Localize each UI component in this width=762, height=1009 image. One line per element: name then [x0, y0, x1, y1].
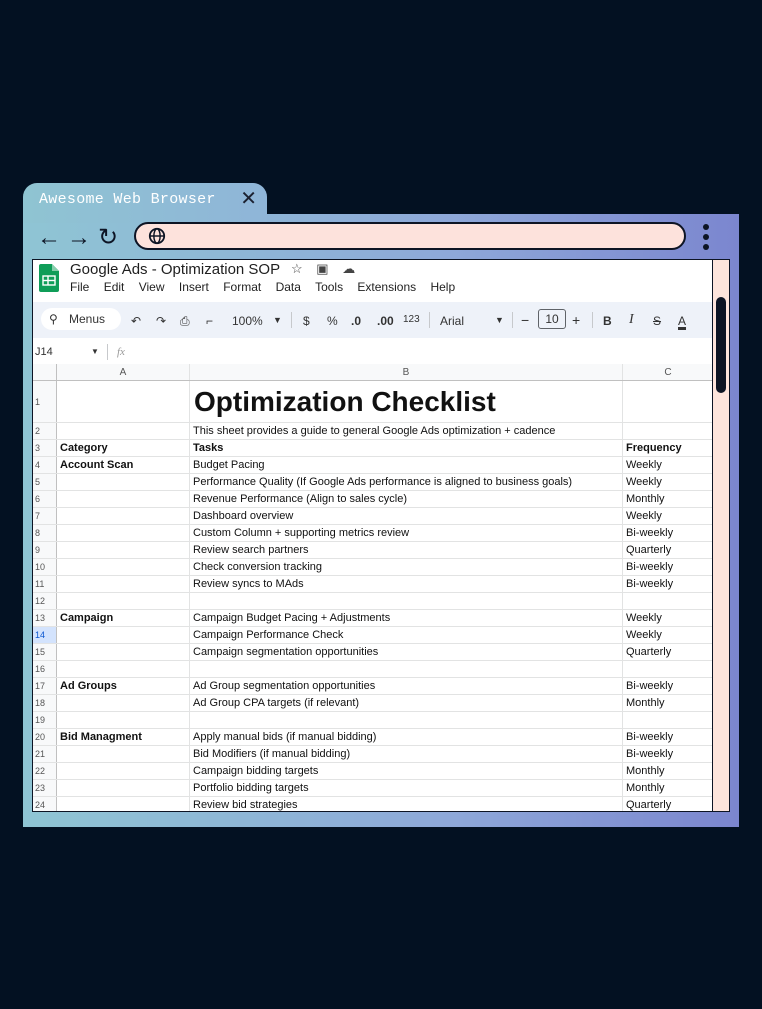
task-cell[interactable] — [190, 712, 623, 728]
category-cell[interactable] — [57, 627, 190, 643]
category-cell[interactable]: Campaign — [57, 610, 190, 626]
print-icon[interactable]: ⎙ — [180, 314, 190, 328]
row-number[interactable]: 20 — [33, 729, 57, 745]
row-number[interactable]: 18 — [33, 695, 57, 711]
percent-format-button[interactable]: % — [327, 314, 338, 328]
font-select[interactable]: Arial — [440, 314, 465, 328]
task-cell[interactable]: Apply manual bids (if manual bidding) — [190, 729, 623, 745]
scrollbar-thumb[interactable] — [716, 297, 726, 393]
task-cell[interactable]: Revenue Performance (Align to sales cycle) — [190, 491, 623, 507]
row-number[interactable]: 8 — [33, 525, 57, 541]
category-cell[interactable]: Bid Managment — [57, 729, 190, 745]
table-row — [33, 381, 713, 423]
table-row — [33, 559, 713, 576]
cell[interactable] — [623, 423, 713, 439]
column-header-a[interactable]: A — [57, 364, 190, 380]
document-title[interactable]: Google Ads - Optimization SOP — [70, 261, 281, 278]
fx-icon: fx — [117, 346, 125, 358]
search-icon: ⚲ — [49, 312, 58, 326]
menu-file[interactable]: File — [70, 280, 90, 294]
table-row — [33, 678, 713, 695]
table-row — [33, 542, 713, 559]
frequency-cell[interactable]: Monthly — [623, 780, 713, 796]
tab-title: Awesome Web Browser — [39, 191, 216, 208]
task-cell[interactable]: Check conversion tracking — [190, 559, 623, 575]
table-row — [33, 644, 713, 661]
row-number[interactable]: 15 — [33, 644, 57, 660]
decrease-decimal-button[interactable]: .0 — [351, 314, 362, 328]
menu-data[interactable]: Data — [275, 280, 301, 294]
frequency-cell[interactable]: Monthly — [623, 763, 713, 779]
frequency-cell[interactable]: Bi-weekly — [623, 729, 713, 745]
menus-label: Menus — [69, 312, 106, 326]
frequency-header-cell[interactable]: Frequency — [623, 440, 713, 456]
table-row — [33, 440, 713, 457]
task-cell[interactable]: Bid Modifiers (if manual bidding) — [190, 746, 623, 762]
undo-icon[interactable]: ↶ — [131, 314, 142, 328]
table-row — [33, 661, 713, 678]
frequency-cell[interactable]: Quarterly — [623, 644, 713, 660]
category-header-cell[interactable]: Category — [57, 440, 190, 456]
task-cell[interactable]: Performance Quality (If Google Ads performance is aligned to business goals) — [190, 474, 623, 490]
toolbar — [33, 302, 713, 338]
table-row — [33, 457, 713, 474]
category-cell[interactable]: Account Scan — [57, 457, 190, 473]
subtitle-cell[interactable]: This sheet provides a guide to general Google Ads optimization + cadence — [190, 423, 623, 439]
frequency-cell[interactable]: Monthly — [623, 695, 713, 711]
move-folder-icon[interactable]: ▣ — [316, 261, 329, 276]
row-number[interactable]: 2 — [33, 423, 57, 439]
task-cell[interactable]: Review bid strategies — [190, 797, 623, 812]
task-cell[interactable]: Ad Group segmentation opportunities — [190, 678, 623, 694]
frequency-cell[interactable]: Monthly — [623, 491, 713, 507]
zoom-dropdown-icon[interactable]: ▼ — [273, 315, 282, 325]
table-row — [33, 508, 713, 525]
row-number[interactable]: 4 — [33, 457, 57, 473]
row-number[interactable]: 3 — [33, 440, 57, 456]
menu-insert[interactable]: Insert — [178, 280, 209, 294]
frequency-cell[interactable] — [623, 593, 713, 609]
row-number[interactable]: 23 — [33, 780, 57, 796]
frequency-cell[interactable]: Weekly — [623, 627, 713, 643]
task-cell[interactable]: Ad Group CPA targets (if relevant) — [190, 695, 623, 711]
category-cell[interactable] — [57, 542, 190, 558]
row-number[interactable]: 24 — [33, 797, 57, 812]
category-cell[interactable] — [57, 525, 190, 541]
category-cell[interactable] — [57, 712, 190, 728]
category-cell[interactable] — [57, 746, 190, 762]
table-row — [33, 593, 713, 610]
browser-tab[interactable] — [23, 183, 267, 223]
row-number[interactable]: 14 — [33, 627, 57, 643]
category-cell[interactable] — [57, 576, 190, 592]
row-number[interactable]: 10 — [33, 559, 57, 575]
paint-format-icon[interactable]: ⌐ — [206, 314, 214, 328]
table-row — [33, 525, 713, 542]
frequency-cell[interactable]: Quarterly — [623, 542, 713, 558]
category-cell[interactable]: Ad Groups — [57, 678, 190, 694]
table-row — [33, 610, 713, 627]
menu-view[interactable]: View — [138, 280, 165, 294]
table-row — [33, 780, 713, 797]
task-cell[interactable]: Campaign bidding targets — [190, 763, 623, 779]
table-row — [33, 763, 713, 780]
frequency-cell[interactable] — [623, 712, 713, 728]
menu-tools[interactable]: Tools — [315, 280, 344, 294]
row-number[interactable]: 22 — [33, 763, 57, 779]
row-number[interactable]: 9 — [33, 542, 57, 558]
row-number[interactable]: 13 — [33, 610, 57, 626]
table-row — [33, 576, 713, 593]
task-cell[interactable]: Budget Pacing — [190, 457, 623, 473]
column-header-b[interactable]: B — [190, 364, 623, 380]
menu-bar — [70, 280, 466, 294]
row-number[interactable]: 19 — [33, 712, 57, 728]
category-cell[interactable] — [57, 474, 190, 490]
currency-format-button[interactable]: $ — [303, 314, 310, 328]
table-row — [33, 474, 713, 491]
category-cell[interactable] — [57, 644, 190, 660]
strikethrough-button[interactable]: S — [653, 314, 662, 328]
back-arrow-icon[interactable]: ← — [37, 224, 61, 251]
cell[interactable] — [57, 381, 190, 422]
category-cell[interactable] — [57, 763, 190, 779]
table-row — [33, 746, 713, 763]
cloud-status-icon[interactable]: ☁ — [342, 261, 356, 276]
frequency-cell[interactable]: Bi-weekly — [623, 525, 713, 541]
frequency-cell[interactable]: Weekly — [623, 457, 713, 473]
number-format-button[interactable]: 123 — [403, 314, 420, 325]
frequency-cell[interactable]: Weekly — [623, 474, 713, 490]
address-bar[interactable] — [134, 222, 686, 250]
row-number[interactable]: 11 — [33, 576, 57, 592]
decrease-font-size-button[interactable]: − — [521, 312, 530, 328]
name-box[interactable]: J14 — [35, 346, 53, 358]
table-row — [33, 797, 713, 812]
category-cell[interactable] — [57, 661, 190, 677]
menu-help[interactable]: Help — [430, 280, 456, 294]
star-icon[interactable]: ☆ — [291, 261, 303, 276]
category-cell[interactable] — [57, 797, 190, 812]
frequency-cell[interactable]: Weekly — [623, 610, 713, 626]
category-cell[interactable] — [57, 695, 190, 711]
cell[interactable] — [57, 423, 190, 439]
cell[interactable] — [623, 381, 713, 422]
task-cell[interactable]: Campaign Budget Pacing + Adjustments — [190, 610, 623, 626]
frequency-cell[interactable]: Bi-weekly — [623, 678, 713, 694]
table-row — [33, 491, 713, 508]
close-tab-icon[interactable]: ✕ — [240, 188, 257, 210]
category-cell[interactable] — [57, 780, 190, 796]
reload-icon[interactable]: ↻ — [98, 224, 119, 251]
font-size-input[interactable]: 10 — [538, 309, 566, 329]
formula-bar — [33, 342, 713, 364]
select-all-corner[interactable] — [33, 364, 57, 380]
formula-input[interactable] — [137, 344, 707, 362]
task-cell[interactable] — [190, 593, 623, 609]
zoom-select[interactable]: 100% — [232, 314, 263, 328]
frequency-cell[interactable] — [623, 661, 713, 677]
row-number[interactable]: 7 — [33, 508, 57, 524]
italic-button[interactable]: I — [629, 312, 634, 327]
frequency-cell[interactable]: Bi-weekly — [623, 559, 713, 575]
category-cell[interactable] — [57, 593, 190, 609]
page-viewport — [32, 259, 713, 812]
row-number[interactable]: 21 — [33, 746, 57, 762]
globe-icon — [148, 227, 166, 245]
row-number[interactable]: 1 — [33, 381, 57, 422]
menu-extensions[interactable]: Extensions — [357, 280, 417, 294]
frequency-cell[interactable]: Bi-weekly — [623, 576, 713, 592]
table-row — [33, 712, 713, 729]
column-header-row — [33, 364, 713, 381]
table-row — [33, 729, 713, 746]
table-row — [33, 627, 713, 644]
task-cell[interactable]: Campaign segmentation opportunities — [190, 644, 623, 660]
table-row — [33, 423, 713, 440]
forward-arrow-icon[interactable]: → — [67, 224, 91, 251]
increase-font-size-button[interactable]: + — [572, 312, 581, 328]
row-number[interactable]: 6 — [33, 491, 57, 507]
task-cell[interactable]: Portfolio bidding targets — [190, 780, 623, 796]
menu-edit[interactable]: Edit — [103, 280, 125, 294]
name-box-dropdown-icon[interactable]: ▼ — [91, 347, 99, 356]
task-cell[interactable] — [190, 661, 623, 677]
row-number[interactable]: 17 — [33, 678, 57, 694]
sheet-title-cell[interactable]: Optimization Checklist — [190, 381, 623, 422]
row-number[interactable]: 5 — [33, 474, 57, 490]
task-cell[interactable]: Campaign Performance Check — [190, 627, 623, 643]
task-cell[interactable]: Dashboard overview — [190, 508, 623, 524]
row-number[interactable]: 12 — [33, 593, 57, 609]
increase-decimal-button[interactable]: .00 — [377, 314, 394, 328]
menu-format[interactable]: Format — [223, 280, 262, 294]
font-dropdown-icon[interactable]: ▼ — [495, 315, 504, 325]
tasks-header-cell[interactable]: Tasks — [190, 440, 623, 456]
table-row — [33, 695, 713, 712]
sheets-logo-icon[interactable] — [39, 264, 59, 292]
frequency-cell[interactable]: Weekly — [623, 508, 713, 524]
search-menus-button[interactable] — [41, 308, 121, 330]
redo-icon[interactable]: ↷ — [156, 314, 167, 328]
task-cell[interactable]: Custom Column + supporting metrics review — [190, 525, 623, 541]
row-number[interactable]: 16 — [33, 661, 57, 677]
category-cell[interactable] — [57, 508, 190, 524]
frequency-cell[interactable]: Quarterly — [623, 797, 713, 812]
column-header-c[interactable]: C — [623, 364, 713, 380]
bold-button[interactable]: B — [603, 314, 612, 328]
frequency-cell[interactable]: Bi-weekly — [623, 746, 713, 762]
task-cell[interactable]: Review syncs to MAds — [190, 576, 623, 592]
text-color-button[interactable]: A — [678, 314, 687, 328]
category-cell[interactable] — [57, 491, 190, 507]
task-cell[interactable]: Review search partners — [190, 542, 623, 558]
browser-menu-icon[interactable] — [703, 224, 711, 252]
category-cell[interactable] — [57, 559, 190, 575]
